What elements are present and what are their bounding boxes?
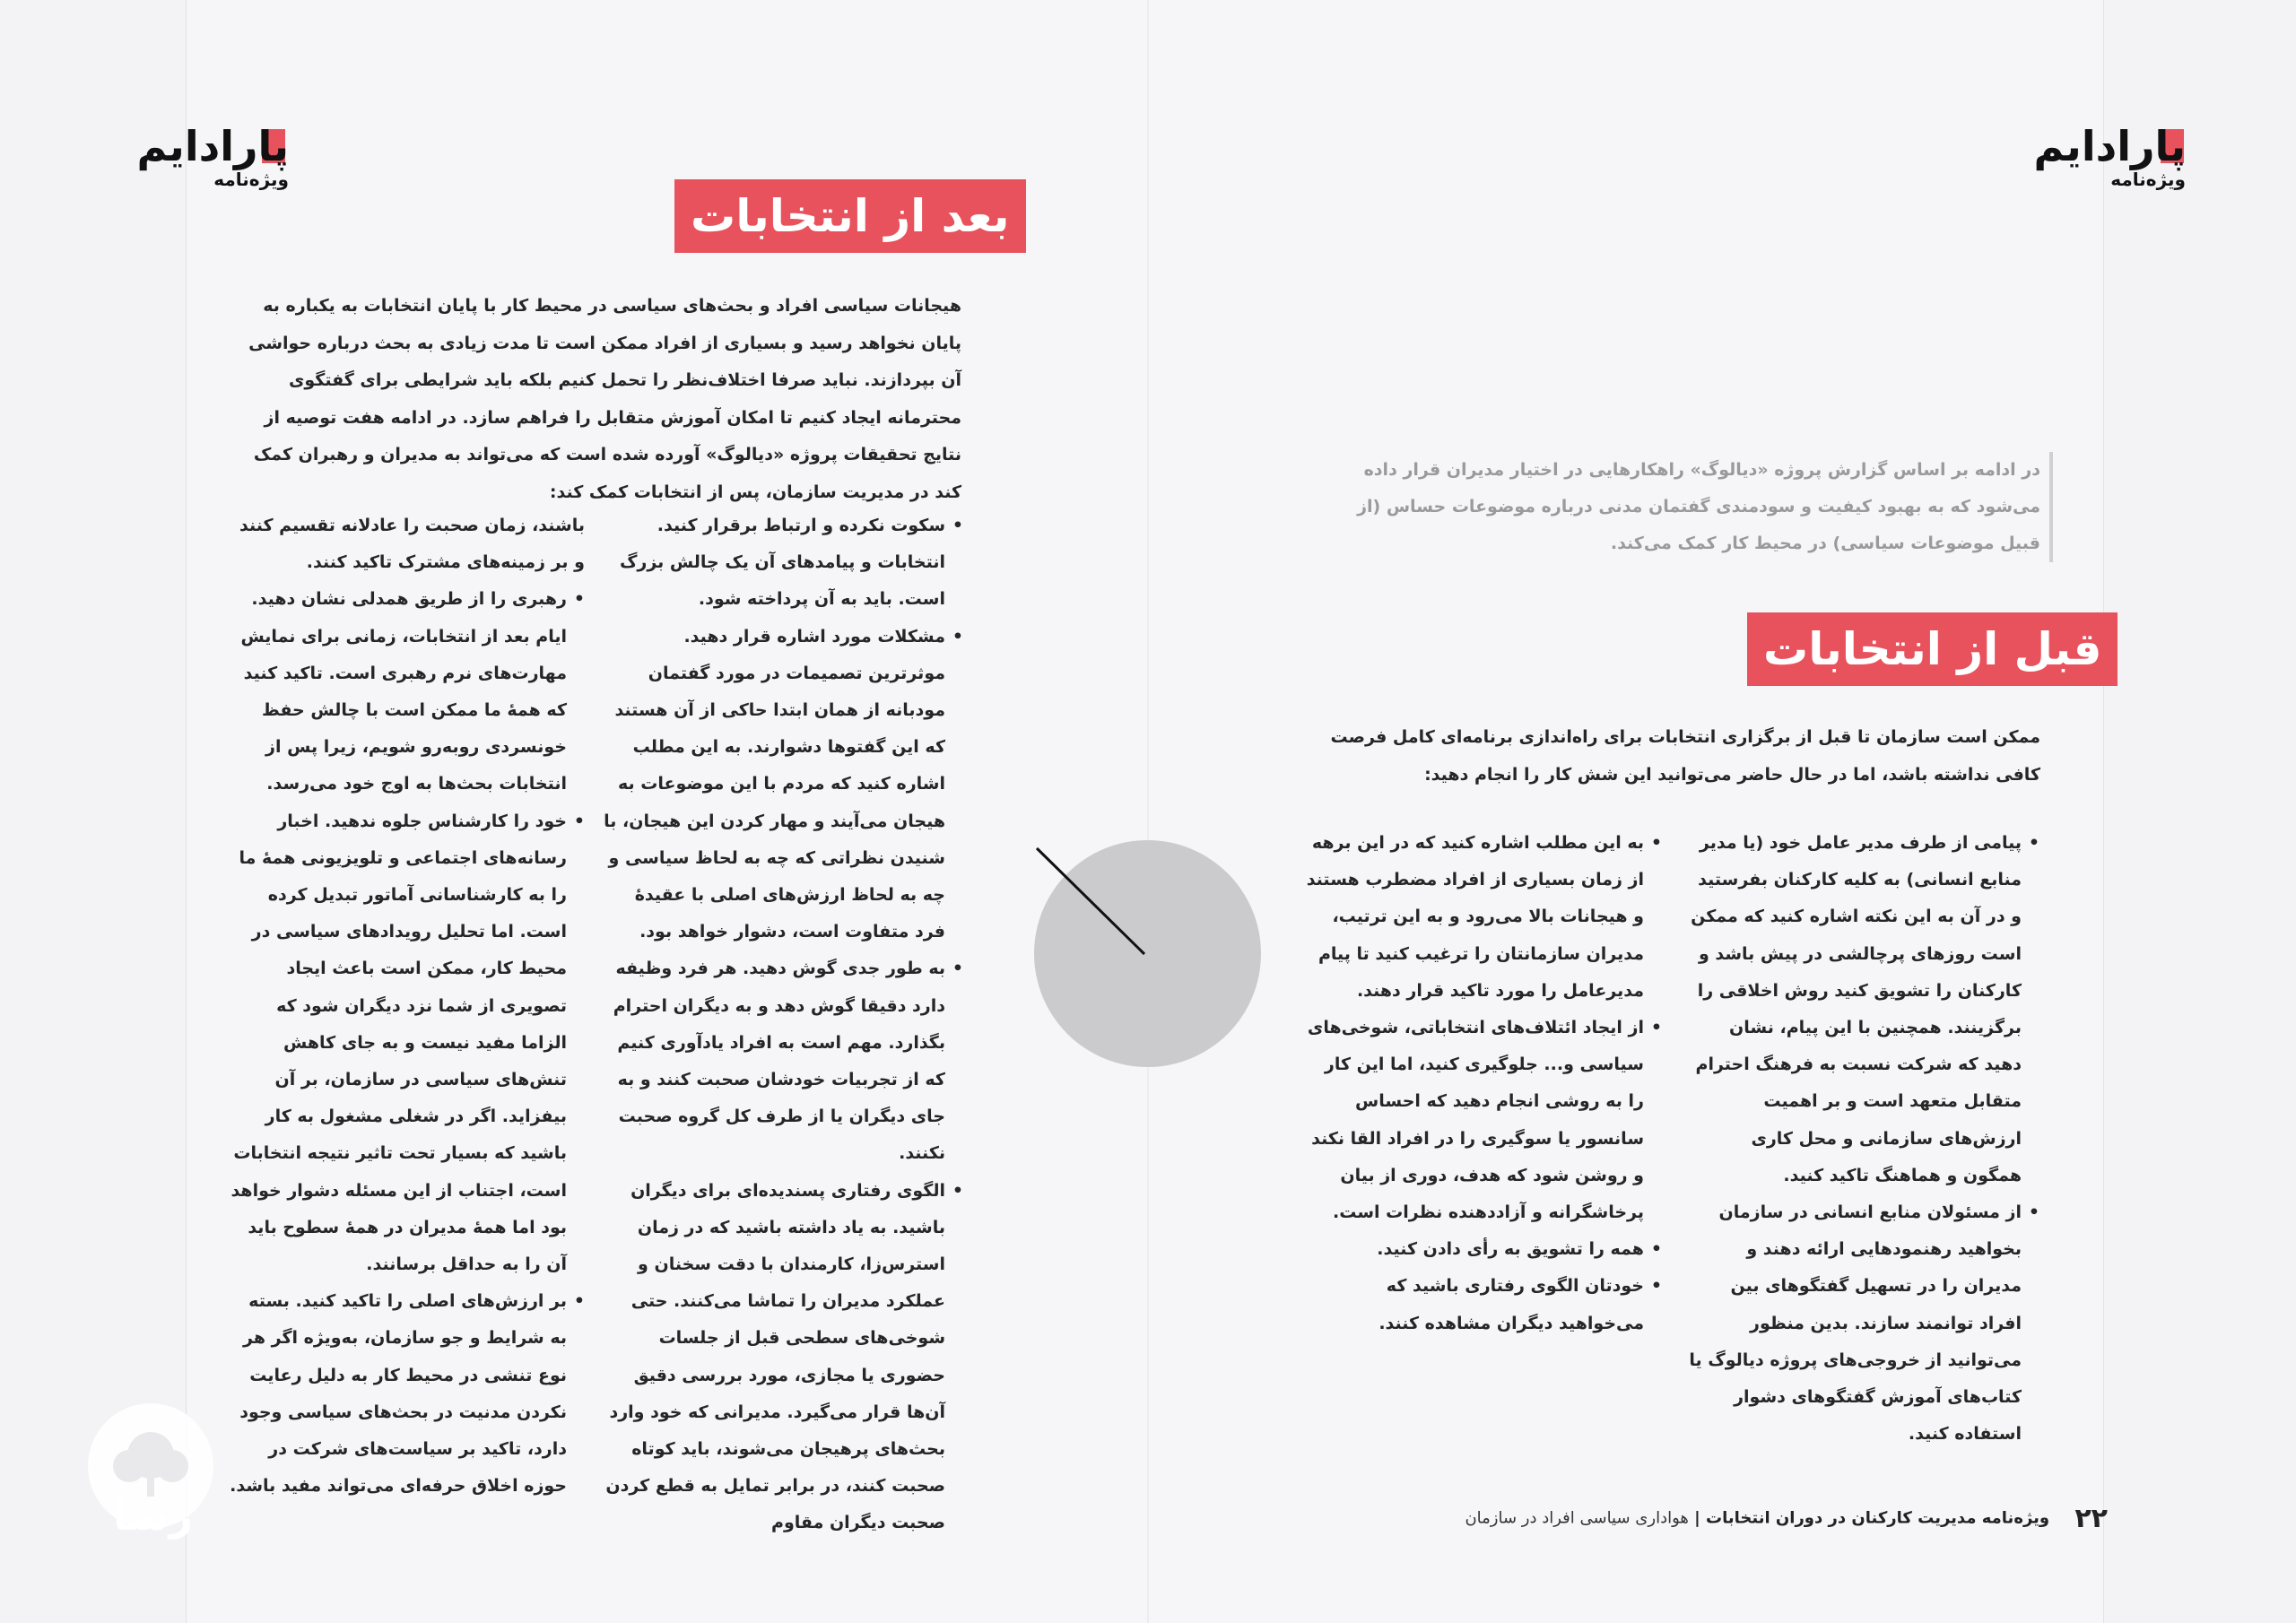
page-gutter <box>1147 0 1149 1623</box>
list-item: • پیامی از طرف مدیر عامل خود (یا مدیر منابع انسانی) به کلیه کارکنان بفرستید و در آن به این نکته اشاره کنید که ممکن است روزهای پرچالشی در پیش باشد و کارکنان را تشویق کنید روش اخلاقی را برگزینند. همچنین با این پیام، نشان دهید که شرکت نسبت به فرهنگ احترام متقابل متعهد است و بر اهمیت ارزش‌های سازمانی و محل کاری همگون و هماهنگ تاکید کنید. <box>1688 825 2039 1194</box>
list-item: • رهبری را از طریق همدلی نشان دهید. ایام بعد از انتخابات، زمانی برای نمایش مهارت‌های نرم رهبری است. تاکید کنید که همهٔ ما ممکن است با چالش حفظ خونسردی روبه‌رو شویم، زیرا پس از انتخابات بحث‌ها به اوج خود می‌رسد. <box>226 581 585 803</box>
decorative-diagonal-line <box>1033 845 1165 962</box>
brand-logo-left <box>118 122 289 190</box>
list-item: • مشکلات مورد اشاره قرار دهید. موثرترین تصمیمات در مورد گفتمان مودبانه از همان ابتدا حاکی از آن هستند که این گفتوها دشوارند. به این مطلب اشاره کنید که مردم با این موضوعات به هیجان می‌آیند و مهار کردن این هیجان، با شنیدن نظراتی که چه به لحاظ سیاسی و چه به لحاظ ارزش‌های اصلی با عقیدهٔ فرد متفاوت است، دشوار خواهد بود. <box>603 619 963 951</box>
section-heading-after-election: بعد از انتخابات <box>674 179 1026 253</box>
before-election-column-1 <box>1688 825 2039 1453</box>
logo-word: پارادایم <box>136 122 289 170</box>
after-election-intro: هیجانات سیاسی افراد و بحث‌های سیاسی در محیط کار با پایان انتخابات به یکباره به پایان نخواهد رسید و بسیاری از افراد ممکن است تا مدت زیادی به بحث درباره حواشی آن بپردازند. نباید صرفا اختلاف‌نظر را تحمل کنیم بلکه باید شرایطی برای گفتگوی محترمانه ایجاد کنیم تا امکان آموزش متقابل را فراهم سازد. در ادامه هفت توصیه از نتایج تحقیقات پروژه «دیالوگ» آورده شده است که می‌تواند به مدیران و رهبران کمک کند در مدیریت سازمان، پس از انتخابات کمک کند: <box>248 296 961 502</box>
before-election-column-2 <box>1305 825 1662 1342</box>
footer-subtitle: هواداری سیاسی افراد در سازمان <box>1465 1508 1689 1528</box>
logo-word: پارادایم <box>2033 122 2186 170</box>
list-item: • الگوی رفتاری پسندیده‌ای برای دیگران باشید. به یاد داشته باشید که در زمان استرس‌زا، کارمندان با دقت سخنان و عملکرد مدیران را تماشا می‌کنند. حتی شوخی‌های سطحی قبل از جلسات حضوری یا مجازی، مورد بررسی دقیق آن‌ها قرار می‌گیرد. مدیرانی که خود وارد بحث‌های پرهیجان می‌شوند، باید کوتاه صحبت کنند، در برابر تمایل به قطع کردن صحبت دیگران مقاوم <box>603 1173 963 1542</box>
page-footer <box>1465 1503 2108 1534</box>
after-election-column-1 <box>603 508 963 1542</box>
pull-quote: در ادامه بر اساس گزارش پروژه «دیالوگ» راهکارهایی در اختیار مدیران قرار داده می‌شود که به بهبود کیفیت و سودمندی گفتمان مدنی درباره موضوعات حساس (از قبیل موضوعات سیاسی) در محیط کار کمک می‌کند. <box>1312 452 2053 562</box>
logo-subtitle: ویژه‌نامه <box>213 169 289 190</box>
logo-subtitle: ویژه‌نامه <box>2110 169 2186 190</box>
list-item: • از ایجاد ائتلاف‌های انتخاباتی، شوخی‌های سیاسی و... جلوگیری کنید، اما این کار را به روشی انجام دهید که احساس سانسور یا سوگیری را در افراد القا نکند و روشن شود که هدف، دوری از بیان پرخاشگرانه و آزاددهنده نظرات است. <box>1305 1010 1662 1231</box>
page-number: ۲۲ <box>2074 1503 2108 1534</box>
list-item: • به طور جدی گوش دهید. هر فرد وظیفه دارد دقیقا گوش دهد و به دیگران احترام بگذارد. مهم است به افراد یادآوری کنیم که از تجربیات خودشان صحبت کنند و به جای دیگران یا از طرف کل گروه صحبت نکنند. <box>603 950 963 1172</box>
list-item: • از مسئولان منابع انسانی در سازمان بخواهید رهنمودهایی ارائه دهند و مدیران را در تسهیل گفتگوهای بین افراد توانمند سازند. بدین منظور می‌توانید از خروجی‌های پروژه دیالوگ یا کتاب‌های آموزش گفتگوهای دشوار استفاده کنید. <box>1688 1194 2039 1453</box>
footer-separator: | <box>1694 1508 1700 1528</box>
list-item: • به این مطلب اشاره کنید که در این برهه از زمان بسیاری از افراد مضطرب هستند و هیجانات بالا می‌رود و به این ترتیب، مدیران سازمانتان را ترغیب کنید تا پیام مدیرعامل را مورد تاکید قرار دهند. <box>1305 825 1662 1010</box>
list-item: • خود را کارشناس جلوه ندهید. اخبار رسانه‌های اجتماعی و تلویزیونی همهٔ ما را به کارشناسانی آماتور تبدیل کرده است. اما تحلیل رویدادهای سیاسی در محیط کار، ممکن است باعث ایجاد تصویری از شما نزد دیگران شود که الزاما مفید نیست و به جای کاهش تنش‌های سیاسی در سازمان، بر آن بیفزاید. اگر در شغلی مشغول به کار باشید که بسیار تحت تاثیر نتیجه انتخابات است، اجتناب از این مسئله دشوار خواهد بود اما همهٔ مدیران در همهٔ سطوح باید آن را به حداقل برسانند. <box>226 803 585 1284</box>
list-item: • خودتان الگوی رفتاری باشید که می‌خواهید دیگران مشاهده کنند. <box>1305 1268 1662 1341</box>
brand-logo-right <box>2020 122 2186 190</box>
section-heading-before-election: قبل از انتخابات <box>1747 612 2118 686</box>
list-item: • بر ارزش‌های اصلی را تاکید کنید. بسته به شرایط و جو سازمان، به‌ویژه اگر هر نوع تنشی در محیط کار به دلیل رعایت نکردن مدنیت در بحث‌های سیاسی وجود دارد، تاکید بر سیاست‌های شرکت در حوزه اخلاق حرفه‌ای می‌تواند مفید باشد. <box>226 1283 585 1505</box>
list-item: • سکوت نکرده و ارتباط برقرار کنید. انتخابات و پیامدهای آن یک چالش بزرگ است. باید به آن پرداخته شود. <box>603 508 963 619</box>
before-election-intro: ممکن است سازمان تا قبل از برگزاری انتخابات برای راه‌اندازی برنامه‌ای کامل فرصت کافی نداشته باشد، اما در حال حاضر می‌توانید این شش کار را انجام دهید: <box>1330 727 2040 785</box>
list-item: • همه را تشویق به رأی دادن کنید. <box>1305 1231 1662 1268</box>
footer-title: ویژه‌نامه مدیریت کارکنان در دوران انتخابات <box>1706 1508 2050 1528</box>
watermark-label: رسا <box>113 1491 193 1540</box>
after-election-column-2 <box>226 508 585 1505</box>
watermark-logo <box>79 1402 222 1540</box>
list-item-continuation: باشند، زمان صحبت را عادلانه تقسیم کنند و بر زمینه‌های مشترک تاکید کنند. <box>239 516 585 573</box>
